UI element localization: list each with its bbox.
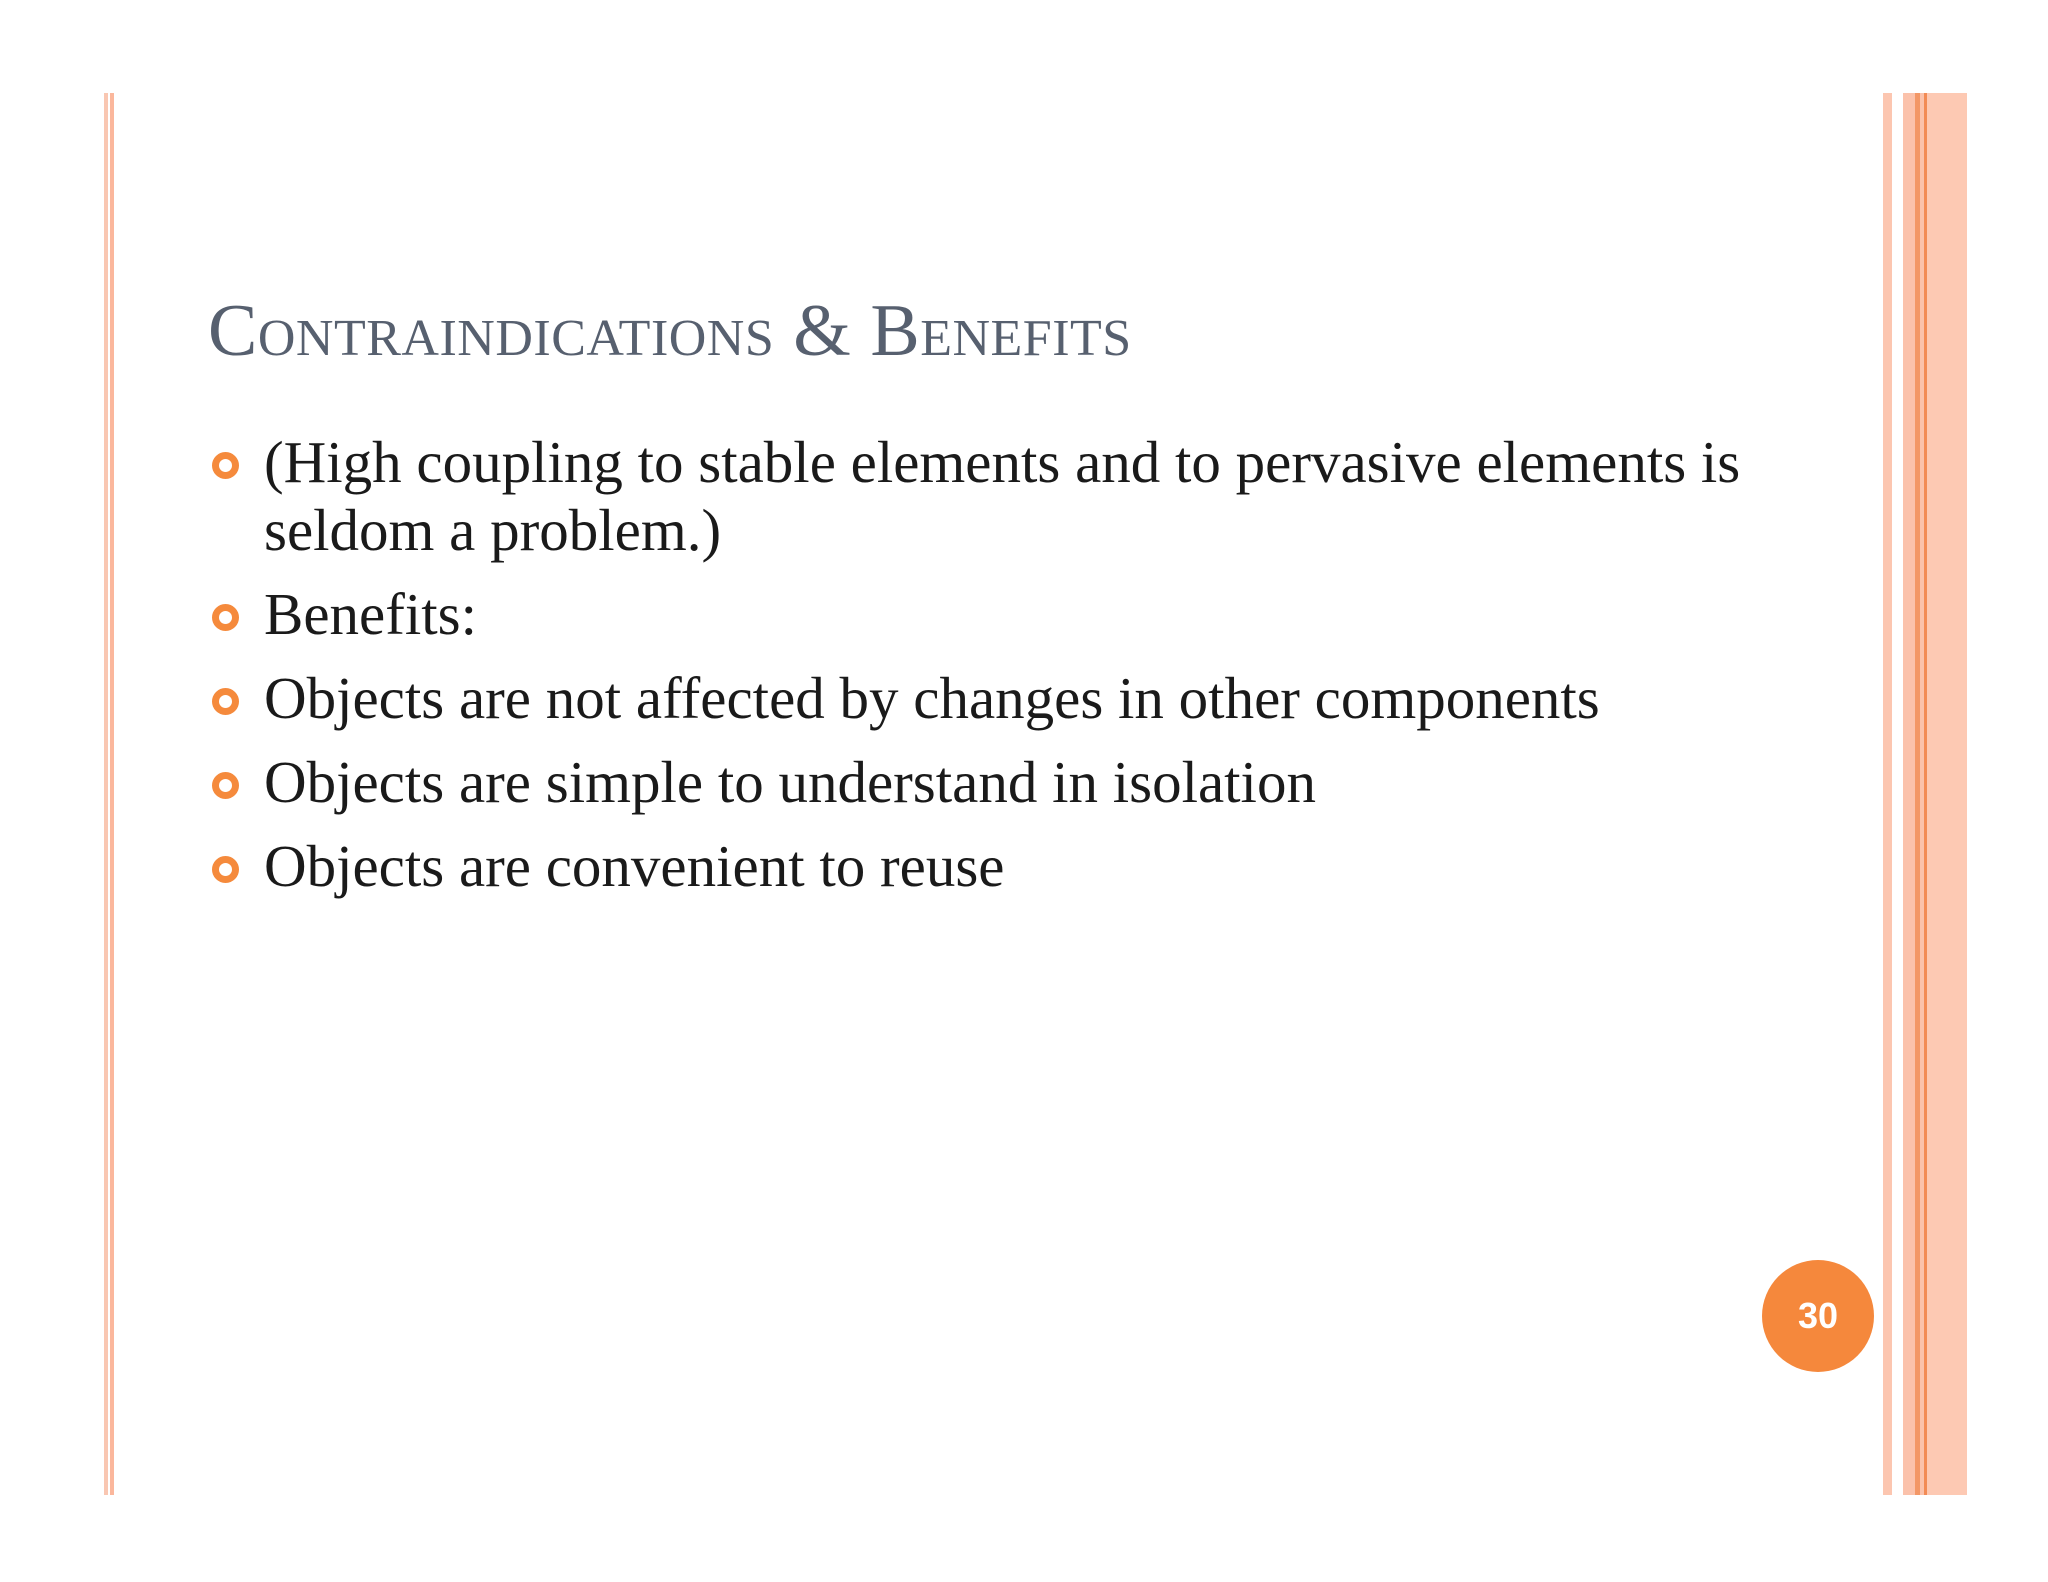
left-decorative-stripe-inner bbox=[110, 93, 114, 1495]
right-decorative-stripe-2 bbox=[1903, 93, 1915, 1495]
hollow-circle-bullet-icon bbox=[212, 772, 239, 799]
bullet-item bbox=[208, 428, 1848, 564]
hollow-circle-bullet-icon bbox=[212, 688, 239, 715]
bullet-list bbox=[208, 428, 1848, 916]
bullet-item bbox=[208, 748, 1848, 816]
bullet-text: Objects are not affected by changes in other components bbox=[264, 665, 1600, 731]
left-decorative-stripe bbox=[104, 93, 108, 1495]
hollow-circle-bullet-icon bbox=[212, 452, 239, 479]
hollow-circle-bullet-icon bbox=[212, 856, 239, 883]
page-number-badge bbox=[1762, 1260, 1874, 1372]
bullet-text: Objects are simple to understand in isolation bbox=[264, 749, 1316, 815]
bullet-text: Objects are convenient to reuse bbox=[264, 833, 1005, 899]
slide-title: Contraindications & Benefits bbox=[208, 290, 1132, 372]
bullet-item bbox=[208, 832, 1848, 900]
right-decorative-stripe-6 bbox=[1927, 93, 1967, 1495]
bullet-item bbox=[208, 580, 1848, 648]
bullet-text: Benefits: bbox=[264, 581, 478, 647]
page-number: 30 bbox=[1797, 1295, 1839, 1336]
hollow-circle-bullet-icon bbox=[212, 604, 239, 631]
right-decorative-stripe-1 bbox=[1883, 93, 1892, 1495]
bullet-item bbox=[208, 664, 1848, 732]
bullet-text: (High coupling to stable elements and to pervasive elements is seldom a problem.) bbox=[264, 429, 1741, 563]
